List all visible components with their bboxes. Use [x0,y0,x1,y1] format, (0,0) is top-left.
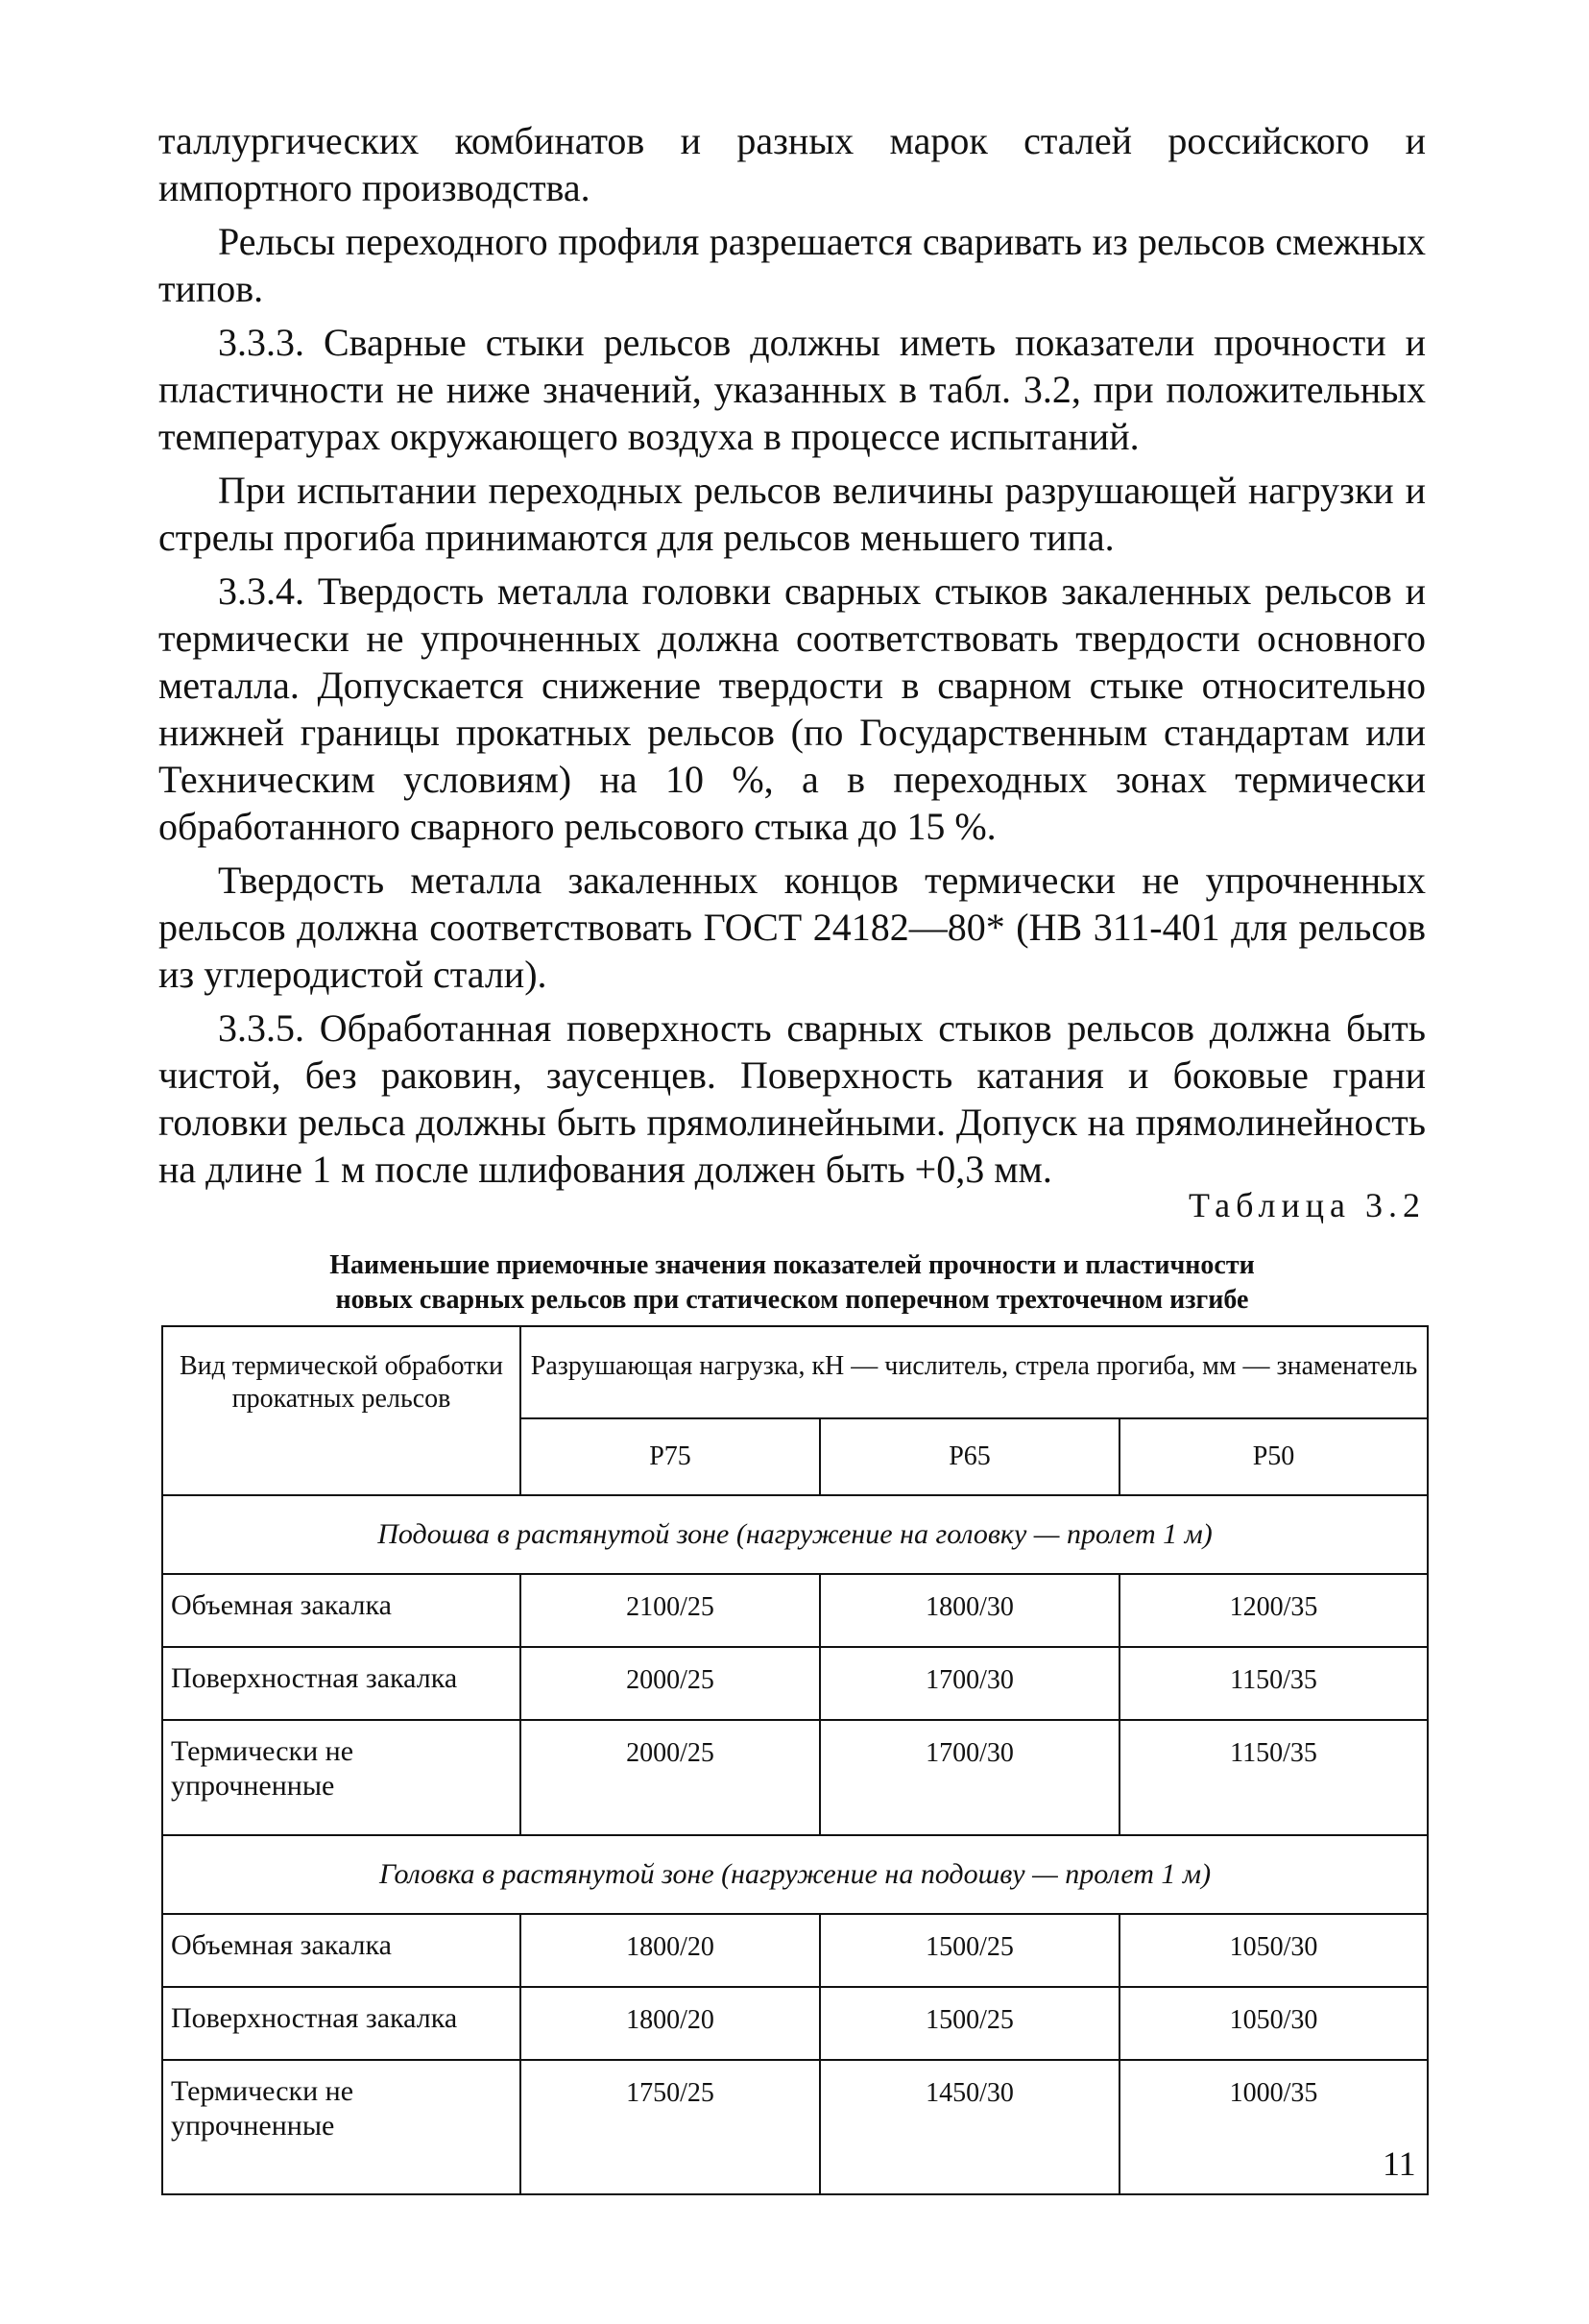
cell-p50: 1150/35 [1120,1647,1428,1720]
table-header-row [162,1326,1428,1418]
cell-p50: 1000/35 [1120,2060,1428,2194]
row-label: Поверхностная закалка [162,1647,520,1720]
paragraph: Рельсы переходного профиля разрешается сваривать из рельсов смежных типов. [158,220,1426,310]
row-label: Термически не упрочненные [162,1720,520,1835]
paragraph: Твердость металла закаленных концов термически не упрочненных рельсов должна соответствовать ГОСТ 24182—80* (НВ 311-401 для рельсов из углеродистой стали). [158,859,1426,996]
cell-p50: 1050/30 [1120,1987,1428,2060]
table-row [162,1647,1428,1720]
table-row [162,1987,1428,2060]
cell-p75: 1800/20 [520,1914,820,1987]
row-label: Объемная закалка [162,1914,520,1987]
row-label: Поверхностная закалка [162,1987,520,2060]
column-header-p65: Р65 [820,1418,1120,1495]
table-row [162,1574,1428,1647]
body-text [158,117,1426,1199]
data-table [161,1325,1429,2195]
cell-p50: 1200/35 [1120,1574,1428,1647]
section-row [162,1495,1428,1574]
section-heading: Подошва в растянутой зоне (нагружение на головку — пролет 1 м) [162,1495,1428,1574]
row-label: Термически не упрочненные [162,2060,520,2194]
cell-p65: 1450/30 [820,2060,1120,2194]
section-row [162,1835,1428,1914]
cell-p65: 1500/25 [820,1987,1120,2060]
paragraph-3-3-5: 3.3.5. Обработанная поверхность сварных стыков рельсов должна быть чистой, без раковин, заусенцев. Поверхность катания и боковые грани головки рельса должны быть прямолинейными. Допуск на прямолинейность на длине 1 м после шлифования должен быть +0,3 мм. [158,1006,1426,1191]
cell-p50: 1150/35 [1120,1720,1428,1835]
column-header-p75: Р75 [520,1418,820,1495]
cell-p65: 1700/30 [820,1720,1120,1835]
cell-p65: 1800/30 [820,1574,1120,1647]
table-label: Таблица 3.2 [1189,1186,1426,1224]
cell-p75: 1800/20 [520,1987,820,2060]
page-number: 11 [1383,2144,1416,2183]
cell-p50: 1050/30 [1120,1914,1428,1987]
cell-p75: 2000/25 [520,1720,820,1835]
cell-p75: 2000/25 [520,1647,820,1720]
table-title-line-2: новых сварных рельсов при статическом поперечном трехточечном изгибе [335,1285,1249,1315]
paragraph: При испытании переходных рельсов величины разрушающей нагрузки и стрелы прогиба принимаются для рельсов меньшего типа. [158,469,1426,559]
cell-p65: 1700/30 [820,1647,1120,1720]
row-label: Объемная закалка [162,1574,520,1647]
table-title [158,1248,1426,1318]
paragraph-3-3-3: 3.3.3. Сварные стыки рельсов должны иметь показатели прочности и пластичности не ниже значений, указанных в табл. 3.2, при положительных температурах окружающего воздуха в процессе испытаний. [158,321,1426,458]
table-row [162,1914,1428,1987]
section-heading: Головка в растянутой зоне (нагружение на подошву — пролет 1 м) [162,1835,1428,1914]
header-treatment-type: Вид термической обработки прокатных рельсов [162,1326,520,1495]
table-row [162,1720,1428,1835]
paragraph-3-3-4: 3.3.4. Твердость металла головки сварных стыков закаленных рельсов и термически не упрочненных должна соответствовать твердости основного металла. Допускается снижение твердости в сварном стыке относительно нижней границы прокатных рельсов (по Государственным стандартам или Техническим условиям) на 10 %, а в переходных зонах термически обработанного сварного рельсового стыка до 15 %. [158,569,1426,848]
cell-p75: 2100/25 [520,1574,820,1647]
table-title-line-1: Наименьшие приемочные значения показателей прочности и пластичности [329,1250,1255,1280]
cell-p75: 1750/25 [520,2060,820,2194]
paragraph: таллургических комбинатов и разных марок сталей российского и импортного производства. [158,119,1426,209]
table-row [162,2060,1428,2194]
column-header-p50: Р50 [1120,1418,1428,1495]
cell-p65: 1500/25 [820,1914,1120,1987]
header-load-deflection: Разрушающая нагрузка, кН — числитель, стрела прогиба, мм — знаменатель [520,1326,1428,1418]
